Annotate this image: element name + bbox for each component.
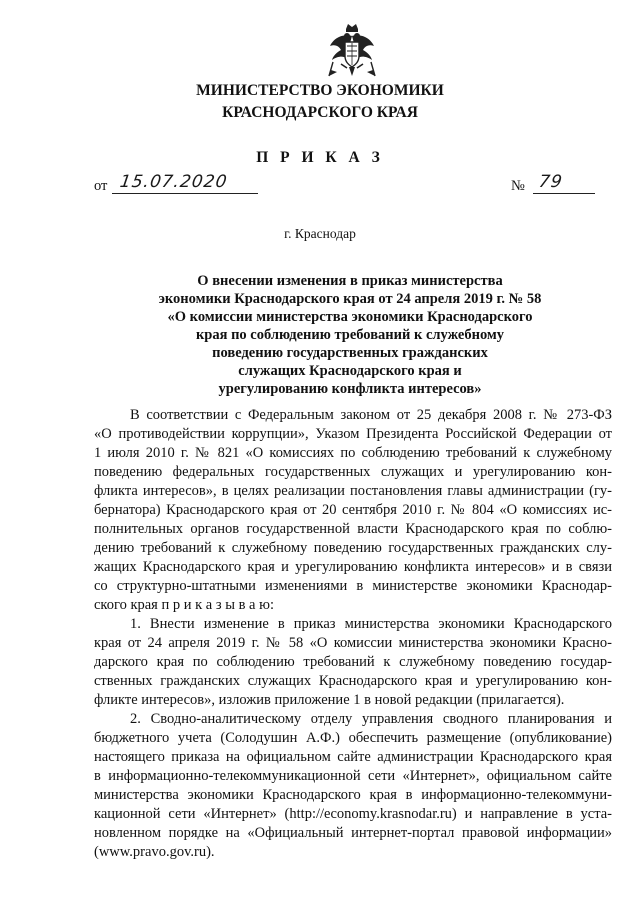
document-title [140, 272, 560, 398]
paragraph-3-line: кационной сети «Интернет» (http://economy.krasnodar.ru) и направление в уста- [94, 806, 612, 822]
paragraph-2-line: края от 24 апреля 2019 г. № 58 «О комиссии министерства экономики Красно- [94, 635, 612, 651]
paragraph-1-line: фликта интересов», в целях реализации постановления главы администрации (гу- [94, 483, 612, 499]
title-line: служащих Краснодарского края и [238, 363, 462, 379]
paragraph-1-line: поведению федеральных государственных служащих и урегулированию кон- [94, 464, 612, 480]
paragraph-1-line: бернатора) Краснодарского края от 20 сентября 2010 г. № 804 «О комиссиях ис- [94, 502, 612, 518]
city: г. Краснодар [284, 226, 356, 241]
title-line: урегулированию конфликта интересов» [218, 381, 482, 397]
paragraph-1-line: В соответствии с Федеральным законом от 25 декабря 2008 г. № 273-ФЗ [130, 407, 612, 423]
date-label: от [94, 178, 108, 194]
paragraph-2-line: дарского края по соблюдению требований к служебному поведению государ- [94, 654, 612, 670]
title-line: поведению государственных гражданских [212, 345, 488, 361]
paragraph-2-line: фликте интересов», изложив приложение 1 в новой редакции (прилагается). [94, 692, 565, 708]
paragraph-2-line: ственных гражданских служащих Краснодарского края и урегулированию кон- [94, 673, 612, 689]
paragraph-2-line: 1. Внести изменение в приказ министерства экономики Краснодарского [130, 616, 612, 632]
paragraph-1-line: 1 июля 2010 г. № 821 «О комиссиях по соблюдению требований к служебному [94, 445, 612, 461]
paragraph-1-line: жащих Краснодарского края и урегулированию конфликта интересов» и в связи [94, 559, 612, 575]
ministry-name-line-1: МИНИСТЕРСТВО ЭКОНОМИКИ [196, 82, 444, 99]
title-line: «О комиссии министерства экономики Краснодарского [167, 309, 533, 325]
title-line: края по соблюдению требований к служебному [195, 327, 505, 343]
paragraph-3-line: министерства экономики Краснодарского края в информационно-телекоммуни- [94, 787, 612, 803]
paragraph-3-line: бюджетного учета (Солодушин А.Ф.) обеспечить размещение (опубликование) [94, 730, 612, 746]
paragraph-3-line: (www.pravo.gov.ru). [94, 844, 215, 860]
coat-of-arms-icon [327, 22, 377, 80]
paragraph-3-line: настоящего приказа на официальном сайте администрации Краснодарского края [94, 749, 612, 765]
paragraph-1-line: со структурно-штатными изменениями в министерстве экономики Краснодар- [94, 578, 612, 594]
handwritten-date: 15.07.2020 [118, 172, 229, 192]
paragraph-3-line: новленном порядке на «Официальный интернет-портал правовой информации» [94, 825, 612, 841]
paragraph-1-line: ского края п р и к а з ы в а ю: [94, 597, 274, 613]
number-underline [533, 193, 595, 194]
title-line: экономики Краснодарского края от 24 апреля 2019 г. № 58 [158, 291, 542, 307]
title-line: О внесении изменения в приказ министерства [197, 273, 503, 289]
document-type: П Р И К А З [256, 149, 384, 166]
ministry-name [0, 80, 640, 124]
handwritten-number: 79 [537, 172, 565, 192]
number-label: № [511, 178, 525, 194]
paragraph-1-line: полнительных органов государственной власти Краснодарского края по соблю- [94, 521, 612, 537]
date-underline [112, 193, 258, 194]
paragraph-1-line: «О противодействии коррупции», Указом Президента Российской Федерации от [94, 426, 612, 442]
ministry-name-line-2: КРАСНОДАРСКОГО КРАЯ [222, 104, 418, 121]
document-body [94, 406, 612, 862]
paragraph-1-line: дению требований к служебному поведению государственных гражданских слу- [94, 540, 612, 556]
paragraph-3-line: 2. Сводно-аналитическому отделу управления сводного планирования и [130, 711, 612, 727]
paragraph-3-line: в информационно-телекоммуникационной сети «Интернет», официальном сайте [94, 768, 612, 784]
